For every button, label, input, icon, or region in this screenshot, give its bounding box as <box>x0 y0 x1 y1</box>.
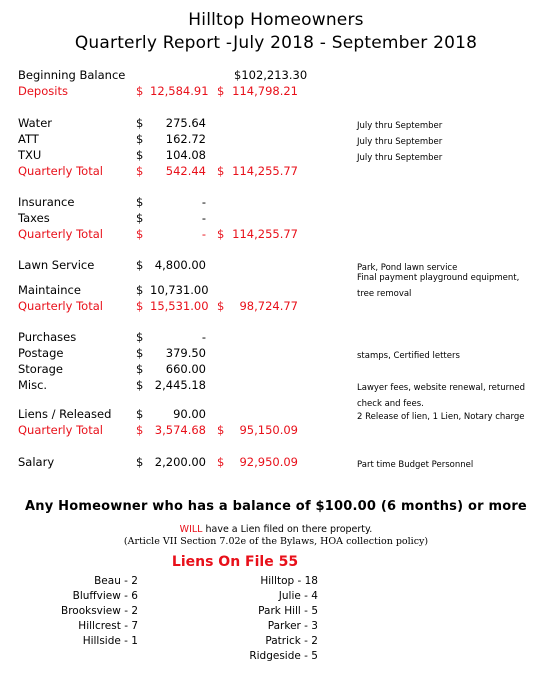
amount: - <box>201 211 206 225</box>
dollar-sign: $ <box>136 132 144 146</box>
amount: 542.44 <box>165 164 206 178</box>
row-label: Postage <box>18 346 64 360</box>
lien-count-left: Bluffview - 6 <box>72 590 138 602</box>
amount: 3,574.68 <box>154 423 206 437</box>
row-label: Purchases <box>18 330 77 344</box>
row-note: Park, Pond lawn service <box>357 263 458 273</box>
row-label: Quarterly Total <box>18 423 103 437</box>
lien-count-left: Hillside - 1 <box>82 635 138 647</box>
lien-policy-reference: (Article VII Section 7.02e of the Bylaws, HOA collection policy) <box>123 536 429 547</box>
dollar-sign: $ <box>217 84 225 98</box>
row-label: Quarterly Total <box>18 164 103 178</box>
amount: 162.72 <box>165 132 206 146</box>
row-label: Quarterly Total <box>18 227 103 241</box>
insurance-taxes-total-row <box>0 227 552 243</box>
running-total: 114,798.21 <box>232 84 298 98</box>
dollar-sign: $ <box>217 455 225 469</box>
lien-count-right: Hilltop - 18 <box>260 575 318 587</box>
row-label: Liens / Released <box>18 407 112 421</box>
lien-count-left: Hillcrest - 7 <box>78 620 138 632</box>
services-total-row <box>0 299 552 315</box>
liens-on-file-title: Liens On File 55 <box>171 554 299 570</box>
dollar-sign: $ <box>217 299 225 313</box>
misc-total-row <box>0 423 552 439</box>
dollar-sign: $ <box>136 258 144 272</box>
dollar-sign: $ <box>136 116 144 130</box>
dollar-sign: $ <box>136 84 144 98</box>
lien-count-right: Park Hill - 5 <box>258 605 318 617</box>
dollar-sign: $ <box>136 227 144 241</box>
dollar-sign: $ <box>136 195 144 209</box>
salary-row <box>0 455 552 471</box>
report-subtitle: Quarterly Report -July 2018 - September 2018 <box>74 33 478 53</box>
dollar-sign: $ <box>136 148 144 162</box>
lien-count-left: Brooksview - 2 <box>60 605 138 617</box>
row-note: Part time Budget Personnel <box>357 460 474 470</box>
dollar-sign: $ <box>136 407 144 421</box>
row-label: Quarterly Total <box>18 299 103 313</box>
row-note: July thru September <box>357 137 443 147</box>
row-label: Storage <box>18 362 63 376</box>
purchases-row <box>0 330 552 346</box>
dollar-sign: $ <box>136 283 144 297</box>
amount: 275.64 <box>165 116 206 130</box>
dollar-sign: $ <box>136 362 144 376</box>
amount: 104.08 <box>165 148 206 162</box>
row-note: stamps, Certified letters <box>357 351 460 361</box>
amount: 2,445.18 <box>154 378 206 392</box>
row-note: July thru September <box>357 153 443 163</box>
txu-row <box>0 148 552 164</box>
deposits-row <box>0 84 552 100</box>
row-label: TXU <box>18 148 42 162</box>
row-note: Lawyer fees, website renewal, returned check and fees. <box>357 383 525 409</box>
dollar-sign: $ <box>136 455 144 469</box>
beginning-amount: $102,213.30 <box>234 68 308 82</box>
water-row <box>0 116 552 132</box>
lien-count-right: Ridgeside - 5 <box>249 650 318 662</box>
row-label: Salary <box>18 455 55 469</box>
liens-released-row <box>0 407 552 423</box>
lien-count-right: Patrick - 2 <box>265 635 318 647</box>
running-total: 114,255.77 <box>232 164 298 178</box>
lien-warning-headline: Any Homeowner who has a balance of $100.00 (6 months) or more <box>25 499 527 514</box>
amount: 12,584.91 <box>150 84 209 98</box>
misc-row <box>0 378 552 409</box>
utilities-total-row <box>0 164 552 180</box>
dollar-sign: $ <box>136 164 144 178</box>
dollar-sign: $ <box>136 330 144 344</box>
row-note: 2 Release of lien, 1 Lien, Notary charge <box>357 412 525 422</box>
row-label: Deposits <box>18 84 68 98</box>
amount: - <box>201 330 206 344</box>
amount: 15,531.00 <box>150 299 209 313</box>
att-row <box>0 132 552 148</box>
row-note: July thru September <box>357 121 443 131</box>
amount: - <box>201 195 206 209</box>
row-label: Taxes <box>18 211 50 225</box>
taxes-row <box>0 211 552 227</box>
dollar-sign: $ <box>136 346 144 360</box>
row-label: Insurance <box>18 195 75 209</box>
row-label: ATT <box>18 132 39 146</box>
row-label: Misc. <box>18 378 48 392</box>
amount: - <box>201 227 206 241</box>
running-total: 95,150.09 <box>239 423 298 437</box>
dollar-sign: $ <box>136 423 144 437</box>
dollar-sign: $ <box>136 299 144 313</box>
amount: 10,731.00 <box>150 283 209 297</box>
beginning-balance-row <box>0 68 552 84</box>
lien-count-right: Julie - 4 <box>278 590 318 602</box>
insurance-row <box>0 195 552 211</box>
running-total: 114,255.77 <box>232 227 298 241</box>
dollar-sign: $ <box>217 164 225 178</box>
dollar-sign: $ <box>217 227 225 241</box>
amount: 90.00 <box>173 407 206 421</box>
amount: 660.00 <box>165 362 206 376</box>
row-label: Water <box>18 116 52 130</box>
lien-warning-text: have a Lien filed on there property. <box>202 524 373 535</box>
will-emphasis: WILL <box>179 524 203 535</box>
row-label: Beginning Balance <box>18 68 126 82</box>
amount: 379.50 <box>165 346 206 360</box>
row-note: Final payment playground equipment, tree removal <box>357 273 520 299</box>
postage-row <box>0 346 552 362</box>
dollar-sign: $ <box>136 211 144 225</box>
amount: 2,200.00 <box>154 455 206 469</box>
row-label: Lawn Service <box>18 258 95 272</box>
dollar-sign: $ <box>136 378 144 392</box>
lien-count-left: Beau - 2 <box>94 575 138 587</box>
running-total: 92,950.09 <box>239 455 298 469</box>
report-title: Hilltop Homeowners <box>188 10 364 30</box>
storage-row <box>0 362 552 378</box>
amount: 4,800.00 <box>154 258 206 272</box>
running-total: 98,724.77 <box>239 299 298 313</box>
dollar-sign: $ <box>217 423 225 437</box>
lien-count-right: Parker - 3 <box>267 620 318 632</box>
lien-warning-line <box>0 524 552 535</box>
row-label: Maintaince <box>18 283 81 297</box>
maintenance-row <box>0 273 552 299</box>
